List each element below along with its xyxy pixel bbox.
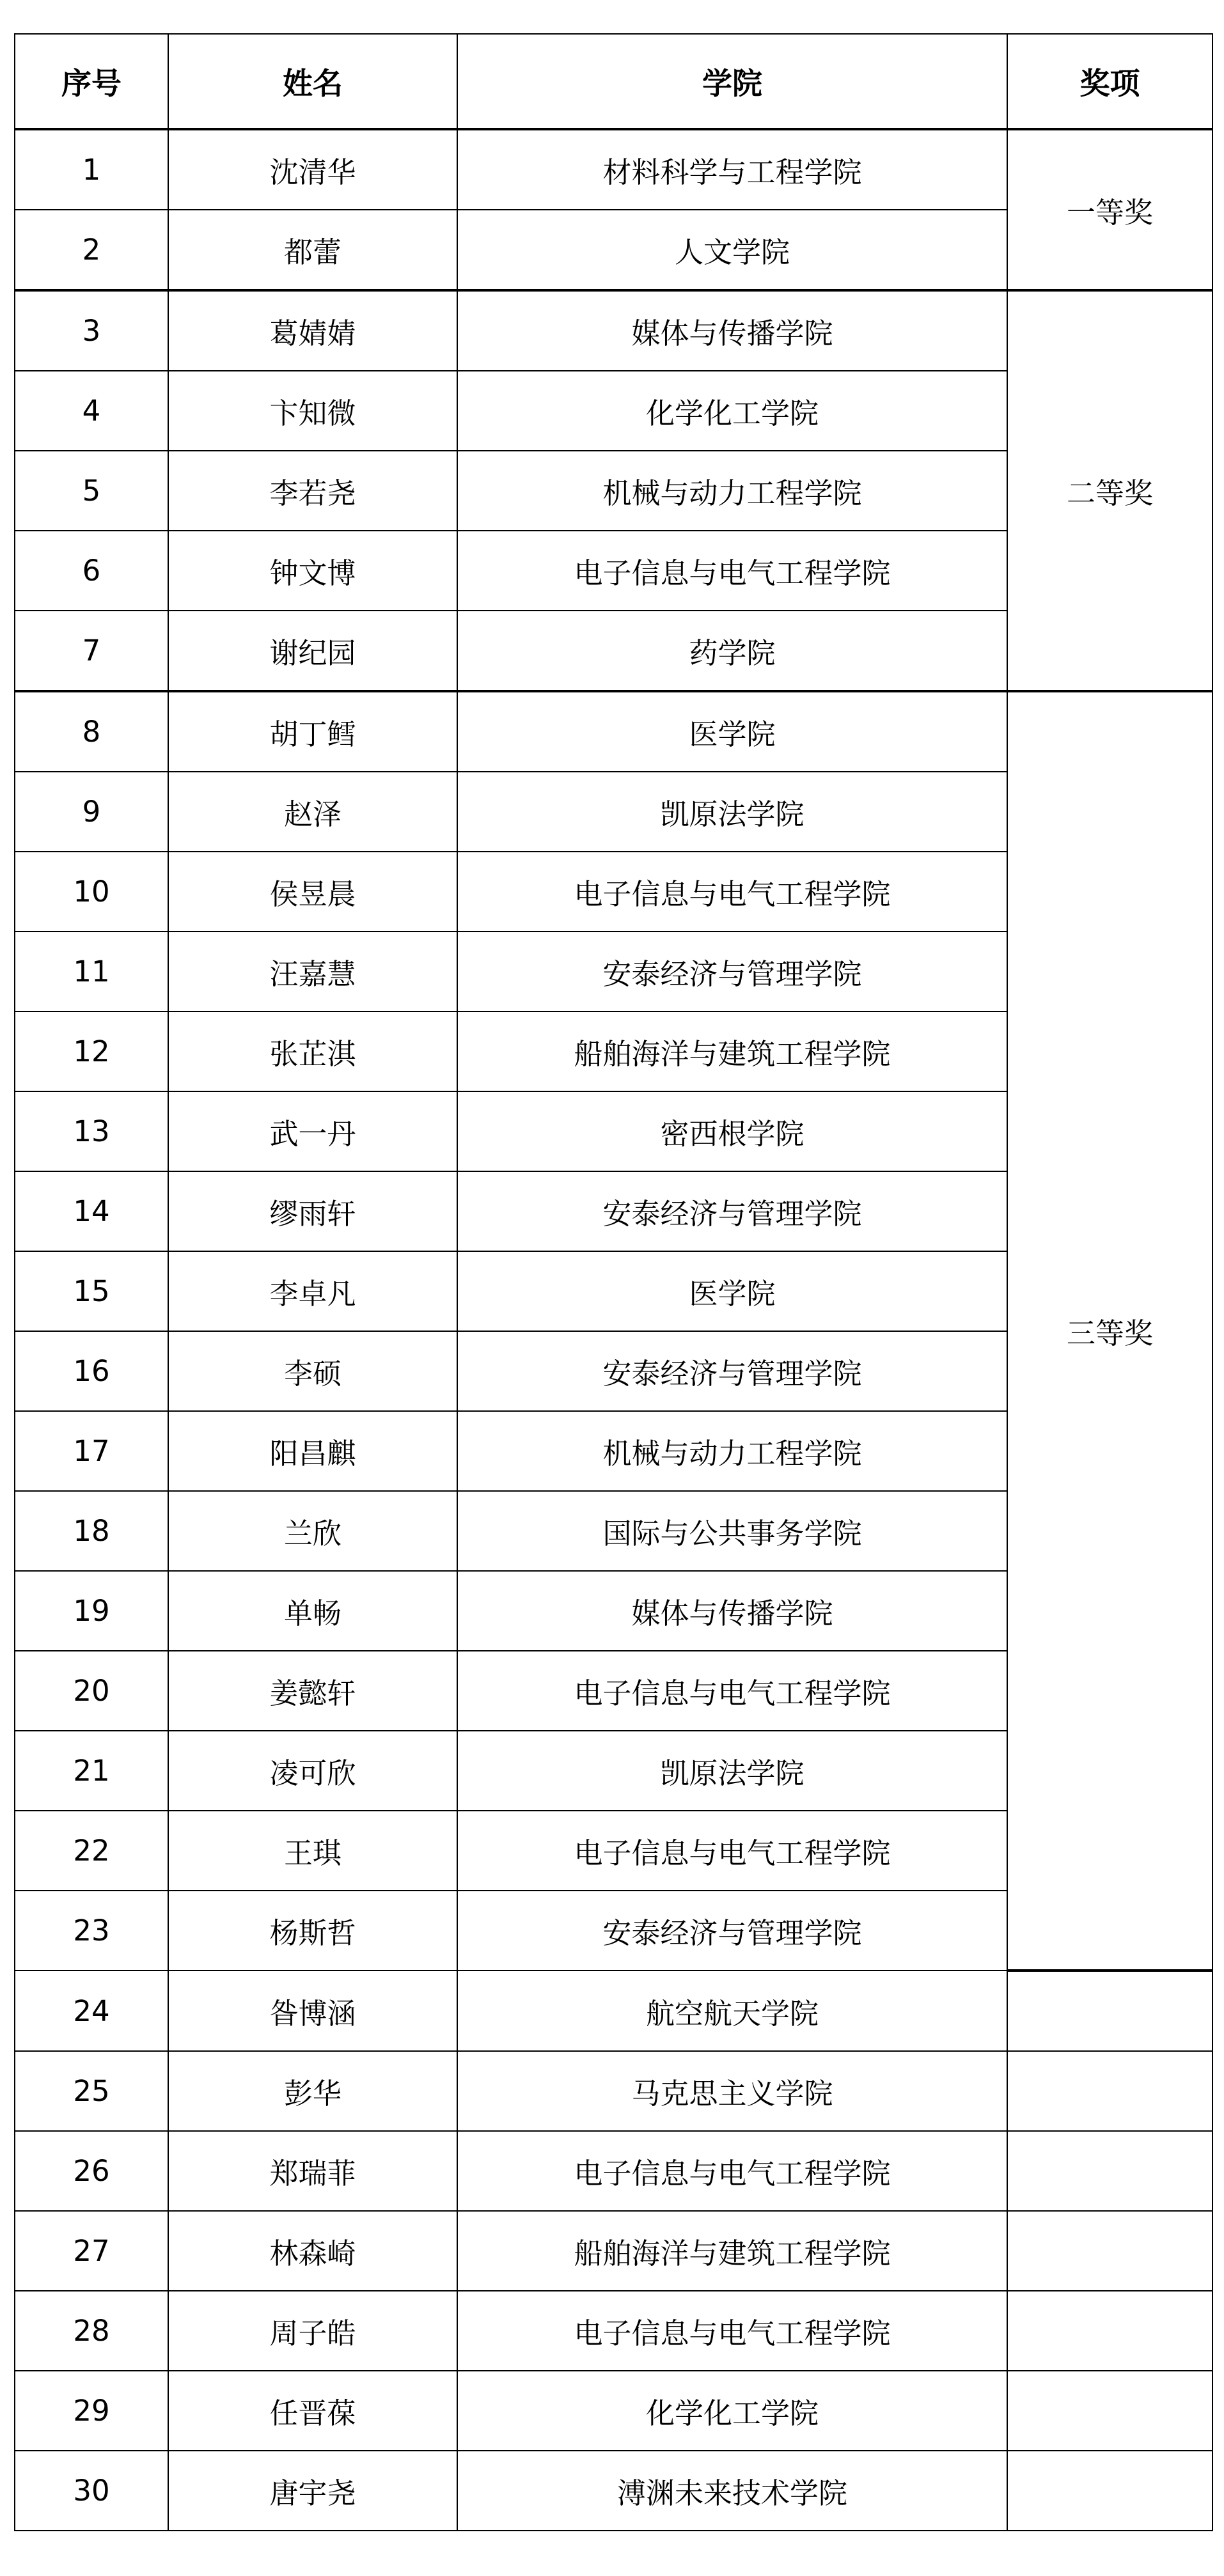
row-college-cell: 化学化工学院	[457, 371, 1007, 451]
row-name-cell: 武一丹	[168, 1091, 457, 1171]
row-index-cell: 1	[15, 129, 168, 210]
row-college-cell: 安泰经济与管理学院	[457, 932, 1007, 1011]
table-row	[15, 290, 1212, 371]
row-name-cell: 李硕	[168, 1331, 457, 1411]
row-index-cell: 12	[15, 1011, 168, 1091]
row-name-cell: 缪雨轩	[168, 1171, 457, 1251]
row-index-cell: 20	[15, 1651, 168, 1731]
award-cell-empty	[1007, 2291, 1212, 2371]
row-index-cell: 24	[15, 1971, 168, 2051]
table-row	[15, 1971, 1212, 2051]
row-name-cell: 单畅	[168, 1571, 457, 1651]
row-name-cell: 林森崎	[168, 2211, 457, 2291]
row-index-cell: 6	[15, 531, 168, 611]
row-name-cell: 钟文博	[168, 531, 457, 611]
row-college-cell: 材料科学与工程学院	[457, 129, 1007, 210]
row-college-cell: 电子信息与电气工程学院	[457, 2291, 1007, 2371]
row-name-cell: 郑瑞菲	[168, 2131, 457, 2211]
row-name-cell: 李若尧	[168, 451, 457, 531]
row-college-cell: 密西根学院	[457, 1091, 1007, 1171]
award-cell-empty	[1007, 1971, 1212, 2051]
row-index-cell: 26	[15, 2131, 168, 2211]
header-college: 学院	[457, 34, 1007, 129]
row-name-cell: 唐宇尧	[168, 2451, 457, 2531]
row-college-cell: 凯原法学院	[457, 772, 1007, 852]
row-name-cell: 彭华	[168, 2051, 457, 2131]
header-award: 奖项	[1007, 34, 1212, 129]
table-row	[15, 2451, 1212, 2531]
award-cell-empty	[1007, 2211, 1212, 2291]
row-index-cell: 2	[15, 210, 168, 290]
table-row	[15, 2371, 1212, 2451]
row-name-cell: 赵泽	[168, 772, 457, 852]
row-name-cell: 胡丁鳕	[168, 691, 457, 772]
row-index-cell: 16	[15, 1331, 168, 1411]
row-college-cell: 航空航天学院	[457, 1971, 1007, 2051]
row-college-cell: 媒体与传播学院	[457, 290, 1007, 371]
table-row	[15, 2291, 1212, 2371]
row-index-cell: 27	[15, 2211, 168, 2291]
row-index-cell: 18	[15, 1491, 168, 1571]
row-college-cell: 安泰经济与管理学院	[457, 1331, 1007, 1411]
row-college-cell: 马克思主义学院	[457, 2051, 1007, 2131]
row-college-cell: 船舶海洋与建筑工程学院	[457, 2211, 1007, 2291]
table-row	[15, 2131, 1212, 2211]
award-cell-empty	[1007, 2451, 1212, 2531]
table-row	[15, 2211, 1212, 2291]
row-college-cell: 国际与公共事务学院	[457, 1491, 1007, 1571]
row-college-cell: 机械与动力工程学院	[457, 1411, 1007, 1491]
table-row	[15, 2051, 1212, 2131]
row-index-cell: 29	[15, 2371, 168, 2451]
row-index-cell: 17	[15, 1411, 168, 1491]
row-college-cell: 机械与动力工程学院	[457, 451, 1007, 531]
row-name-cell: 都蕾	[168, 210, 457, 290]
row-name-cell: 周子皓	[168, 2291, 457, 2371]
award-cell-third: 三等奖	[1007, 691, 1212, 1971]
row-index-cell: 21	[15, 1731, 168, 1811]
row-index-cell: 15	[15, 1251, 168, 1331]
row-index-cell: 22	[15, 1811, 168, 1891]
row-college-cell: 医学院	[457, 691, 1007, 772]
row-college-cell: 电子信息与电气工程学院	[457, 531, 1007, 611]
award-cell-first: 一等奖	[1007, 129, 1212, 290]
award-cell-second: 二等奖	[1007, 290, 1212, 691]
row-index-cell: 8	[15, 691, 168, 772]
row-index-cell: 4	[15, 371, 168, 451]
row-name-cell: 谢纪园	[168, 611, 457, 691]
row-name-cell: 沈清华	[168, 129, 457, 210]
award-cell-empty	[1007, 2371, 1212, 2451]
row-index-cell: 3	[15, 290, 168, 371]
table-row	[15, 691, 1212, 772]
row-name-cell: 卞知微	[168, 371, 457, 451]
row-index-cell: 11	[15, 932, 168, 1011]
row-college-cell: 医学院	[457, 1251, 1007, 1331]
row-index-cell: 28	[15, 2291, 168, 2371]
row-name-cell: 兰欣	[168, 1491, 457, 1571]
header-index: 序号	[15, 34, 168, 129]
row-college-cell: 电子信息与电气工程学院	[457, 1651, 1007, 1731]
row-college-cell: 安泰经济与管理学院	[457, 1891, 1007, 1971]
row-college-cell: 媒体与传播学院	[457, 1571, 1007, 1651]
row-index-cell: 14	[15, 1171, 168, 1251]
row-name-cell: 王琪	[168, 1811, 457, 1891]
row-name-cell: 汪嘉慧	[168, 932, 457, 1011]
row-name-cell: 凌可欣	[168, 1731, 457, 1811]
row-name-cell: 李卓凡	[168, 1251, 457, 1331]
row-college-cell: 人文学院	[457, 210, 1007, 290]
award-winners-table	[14, 33, 1213, 2531]
row-name-cell: 葛婧婧	[168, 290, 457, 371]
row-index-cell: 25	[15, 2051, 168, 2131]
row-name-cell: 侯昱晨	[168, 852, 457, 932]
row-college-cell: 溥渊未来技术学院	[457, 2451, 1007, 2531]
row-college-cell: 船舶海洋与建筑工程学院	[457, 1011, 1007, 1091]
row-index-cell: 9	[15, 772, 168, 852]
header-name: 姓名	[168, 34, 457, 129]
row-index-cell: 13	[15, 1091, 168, 1171]
row-index-cell: 23	[15, 1891, 168, 1971]
row-college-cell: 电子信息与电气工程学院	[457, 852, 1007, 932]
row-name-cell: 昝博涵	[168, 1971, 457, 2051]
row-name-cell: 杨斯哲	[168, 1891, 457, 1971]
row-index-cell: 5	[15, 451, 168, 531]
row-college-cell: 化学化工学院	[457, 2371, 1007, 2451]
header-row	[15, 34, 1212, 129]
row-college-cell: 电子信息与电气工程学院	[457, 2131, 1007, 2211]
row-college-cell: 药学院	[457, 611, 1007, 691]
row-college-cell: 电子信息与电气工程学院	[457, 1811, 1007, 1891]
row-name-cell: 任晋葆	[168, 2371, 457, 2451]
row-name-cell: 张芷淇	[168, 1011, 457, 1091]
row-index-cell: 19	[15, 1571, 168, 1651]
row-college-cell: 凯原法学院	[457, 1731, 1007, 1811]
row-name-cell: 姜懿轩	[168, 1651, 457, 1731]
award-cell-empty	[1007, 2051, 1212, 2131]
row-name-cell: 阳昌麒	[168, 1411, 457, 1491]
row-index-cell: 10	[15, 852, 168, 932]
table-row	[15, 129, 1212, 210]
award-cell-empty	[1007, 2131, 1212, 2211]
row-college-cell: 安泰经济与管理学院	[457, 1171, 1007, 1251]
row-index-cell: 7	[15, 611, 168, 691]
row-index-cell: 30	[15, 2451, 168, 2531]
